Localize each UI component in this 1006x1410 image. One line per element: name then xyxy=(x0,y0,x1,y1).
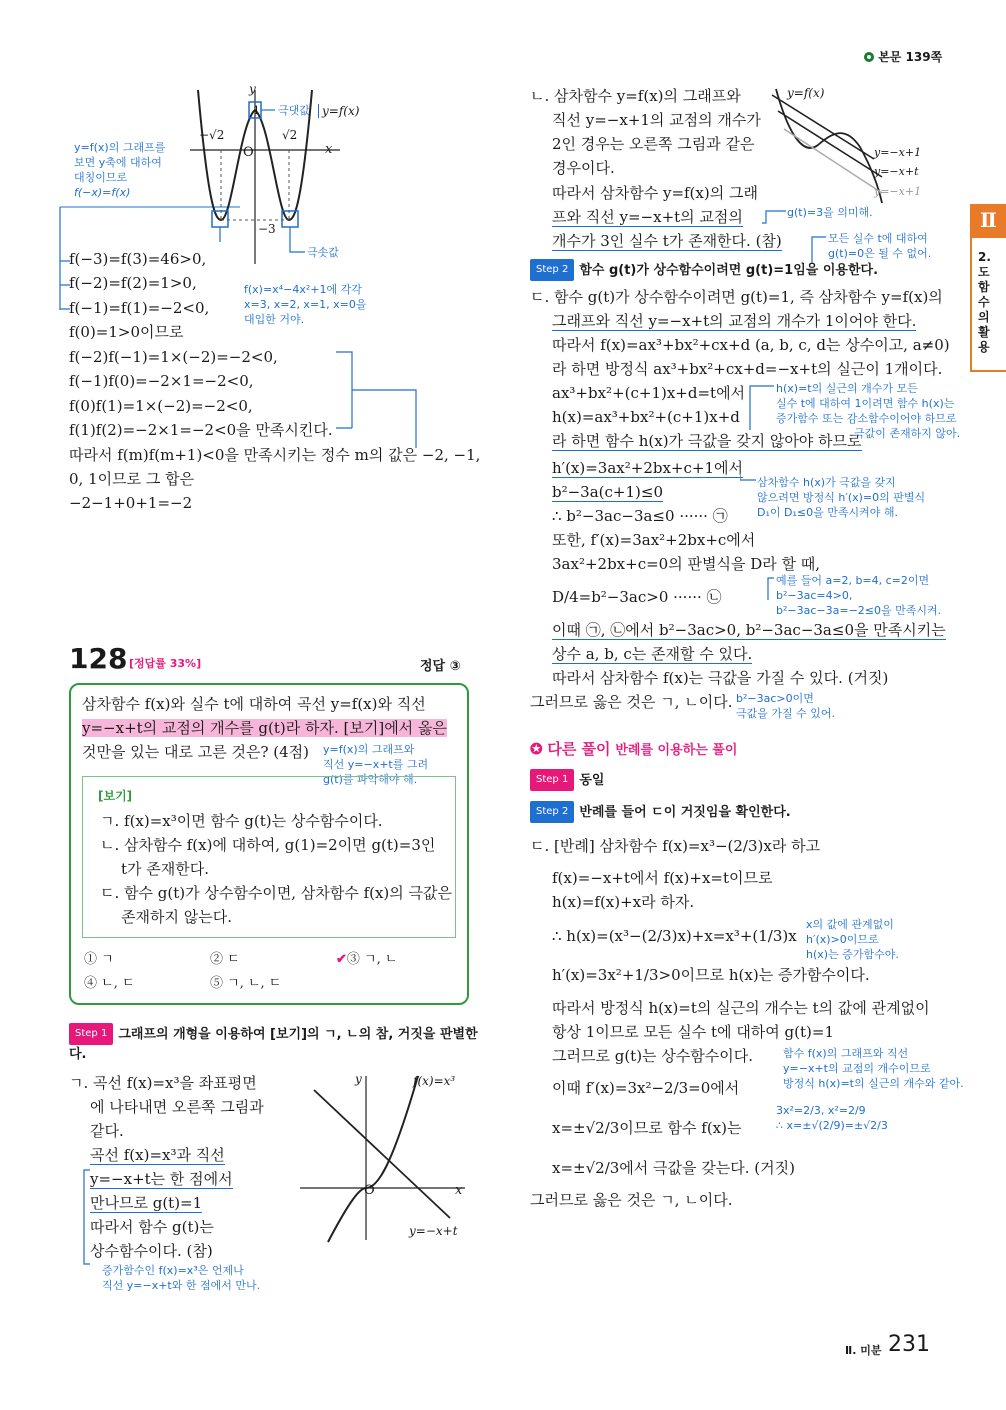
graph1-xlabel: x xyxy=(325,142,333,157)
choice-1[interactable]: ① ㄱ xyxy=(84,952,114,967)
choice-2[interactable]: ② ㄷ xyxy=(210,952,240,967)
left-line-8: f(1)f(2)=−2×1=−2<0을 만족시킨다. xyxy=(69,421,333,439)
cubic-graph xyxy=(300,1070,470,1245)
alt-8: 그러므로 g(t)는 상수함수이다. xyxy=(552,1047,754,1065)
alt-title: ✪ 다른 풀이 반례를 이용하는 풀이 xyxy=(530,740,738,758)
giyeok-bracket xyxy=(78,1168,92,1268)
nieun-l1: y=−x+1 xyxy=(874,146,922,159)
giyeok-note: 증가함수인 f(x)=x³은 언제나 직선 y=−x+t와 한 점에서 만나. xyxy=(102,1264,261,1292)
problem-text-1: 삼차함수 f(x)와 실수 t에 대하여 곡선 y=f(x)와 직선 xyxy=(82,695,426,713)
alt-4: ∴ h(x)=(x³−(2/3)x)+x=x³+(1/3)x xyxy=(552,927,797,945)
nieun-5: 따라서 삼차함수 y=f(x)의 그래 xyxy=(552,184,758,202)
digeut-5: ax³+bx²+(c+1)x+d=t에서 xyxy=(552,384,746,402)
graph1-xneg: −√2 xyxy=(199,128,225,142)
max-note: 극댓값 xyxy=(278,104,310,117)
cubic-curve xyxy=(776,89,882,203)
graph1-xpos: √2 xyxy=(282,128,298,142)
alt-step1: Step 1 동일 xyxy=(530,769,604,791)
note-g3: g(t)=3을 의미해. xyxy=(787,206,873,219)
cubic-ylabel: y xyxy=(355,1072,362,1086)
digeut-14: 이때 ㉠, ㉡에서 b²−3ac>0, b²−3ac−3a≤0을 만족시키는 xyxy=(552,621,946,639)
left-line-6: f(−1)f(0)=−2×1=−2<0, xyxy=(69,372,254,390)
digeut-8: h′(x)=3ax²+2bx+c+1에서 xyxy=(552,459,743,477)
note-alt1: x의 값에 관계없이 h′(x)>0이므로 h(x)는 증가함수야. xyxy=(806,918,899,961)
digeut-17: 그러므로 옳은 것은 ㄱ, ㄴ이다. xyxy=(530,693,733,711)
note-alt3: 3x²=2/3, x²=2/9 ∴ x=±√(2/9)=±√2/3 xyxy=(776,1104,888,1132)
note-all-t: 모든 실수 t에 대하여 g(t)=0은 될 수 없어. xyxy=(828,232,932,260)
giyeok-5: y=−x+t는 한 점에서 xyxy=(90,1170,233,1188)
giyeok-3: 같다. xyxy=(90,1122,124,1140)
digeut-15: 상수 a, b, c는 존재할 수 있다. xyxy=(552,645,753,663)
line-t xyxy=(778,111,882,177)
nieun-1: ㄴ. 삼차함수 y=f(x)의 그래프와 xyxy=(530,87,741,105)
left-line-11: −2−1+0+1=−2 xyxy=(69,494,193,512)
left-line-7: f(0)f(1)=1×(−2)=−2<0, xyxy=(69,397,253,415)
giyeok-2: 에 나타내면 오른쪽 그림과 xyxy=(90,1098,264,1116)
graph1-origin: O xyxy=(243,145,254,160)
alt-11: x=±√2/3에서 극값을 갖는다. (거짓) xyxy=(552,1159,795,1177)
check-icon: ✔ xyxy=(336,952,347,967)
graph1-bottom: −3 xyxy=(258,222,276,236)
nieun-4: 경우이다. xyxy=(552,159,615,177)
left-line-2: f(−2)=f(2)=1>0, xyxy=(69,274,197,292)
digeut-13: D/4=b²−3ac>0 ······ ㉡ xyxy=(552,588,722,606)
footer-section: Ⅱ. 미분 xyxy=(845,1344,882,1357)
digeut-4: 라 하면 방정식 ax³+bx²+cx+d=−x+t의 실근이 1개이다. xyxy=(552,360,943,378)
nieun-3: 2인 경우는 오른쪽 그림과 같은 xyxy=(552,135,755,153)
note-alt2: 함수 f(x)의 그래프와 직선 y=−x+t의 교점의 개수이므로 방정식 h(x)=t의 실근의 개수와 같아. xyxy=(783,1047,964,1090)
nieun-l3: y=−x+1 xyxy=(874,185,922,198)
giyeok-7: 따라서 함수 g(t)는 xyxy=(90,1218,214,1236)
sym-note: y=f(x)의 그래프를 보면 y축에 대하여 대칭이므로 f(−x)=f(x) xyxy=(74,141,166,199)
bogi-1: ㄱ. f(x)=x³이면 함수 g(t)는 상수함수이다. xyxy=(100,812,383,830)
problem-text-3: 것만을 있는 대로 고른 것은? (4점) xyxy=(82,743,310,761)
line-neg xyxy=(314,1090,450,1218)
giyeok-8: 상수함수이다. (참) xyxy=(90,1242,213,1260)
nieun-2: 직선 y=−x+1의 교점의 개수가 xyxy=(552,111,761,129)
alt-2: f(x)=−x+t에서 f(x)+x=t이므로 xyxy=(552,869,773,887)
page-ref: 본문 139쪽 xyxy=(864,48,942,65)
digeut-6: h(x)=ax³+bx²+(c+1)x+d xyxy=(552,408,740,426)
sub-note: f(x)=x⁴−4x²+1에 각각 x=3, x=2, x=1, x=0을 대입한 거야. xyxy=(244,283,367,326)
alt-3: h(x)=f(x)+x라 하자. xyxy=(552,893,695,911)
note-disc: 삼차함수 h(x)가 극값을 갖지 않으려면 방정식 h′(x)=0의 판별식 D₁이 D₁≤0을 만족시켜야 해. xyxy=(757,476,926,519)
problem-text-2: y=−x+t의 교점의 개수를 g(t)라 하자. [보기]에서 옳은 xyxy=(82,719,447,737)
bogi-5: 존재하지 않는다. xyxy=(121,908,232,926)
step1-left-2: 다. xyxy=(69,1047,87,1062)
giyeok-1: ㄱ. 곡선 f(x)=x³을 좌표평면 xyxy=(69,1074,257,1092)
chapter-roman: Ⅱ xyxy=(980,208,997,232)
digeut-1: ㄷ. 함수 g(t)가 상수함수이려면 g(t)=1, 즉 삼차함수 y=f(x)의 xyxy=(530,288,943,306)
bogi-4: ㄷ. 함수 g(t)가 상수함수이면, 삼차함수 f(x)의 극값은 xyxy=(100,884,453,902)
nieun-6: 프와 직선 y=−x+t의 교점의 xyxy=(552,208,743,226)
choice-4[interactable]: ④ ㄴ, ㄷ xyxy=(84,976,135,991)
note-ext: b²−3ac>0이면 극값을 가질 수 있어. xyxy=(736,692,835,720)
cubic-origin: O xyxy=(364,1183,375,1198)
cubic-line: y=−x+t xyxy=(409,1224,458,1238)
ref-icon xyxy=(864,52,874,62)
giyeok-4: 곡선 f(x)=x³과 직선 xyxy=(90,1146,225,1164)
digeut-10: ∴ b²−3ac−3a≤0 ······ ㉠ xyxy=(552,507,728,525)
problem-number: 128 xyxy=(69,642,128,675)
graph1-top: 1 xyxy=(253,104,260,117)
bogi-3: t가 존재한다. xyxy=(121,860,210,878)
choice-5[interactable]: ⑤ ㄱ, ㄴ, ㄷ xyxy=(210,976,282,991)
digeut-7: 라 하면 함수 h(x)가 극값을 갖지 않아야 하므로 xyxy=(552,432,862,450)
graph1-ylabel: y xyxy=(249,82,256,96)
bogi-2: ㄴ. 삼차함수 f(x)에 대하여, g(1)=2이면 g(t)=3인 xyxy=(100,836,436,854)
choice-3[interactable]: ✔③ ㄱ, ㄴ xyxy=(336,952,398,967)
left-line-5: f(−2)f(−1)=1×(−2)=−2<0, xyxy=(69,348,278,366)
note-ex: 예를 들어 a=2, b=4, c=2이면 b²−3ac=4>0, b²−3ac−3a=−2≤0을 만족시켜. xyxy=(776,574,942,617)
left-line-1: f(−3)=f(3)=46>0, xyxy=(69,250,207,268)
problem-answer: 정답 ③ xyxy=(420,659,461,674)
alt-6: 따라서 방정식 h(x)=t의 실근의 개수는 t의 값에 관계없이 xyxy=(552,999,930,1017)
alt-1: ㄷ. [반례] 삼차함수 f(x)=x³−(2/3)x라 하고 xyxy=(530,837,821,855)
nieun-arrows xyxy=(760,205,840,265)
problem-note: y=f(x)의 그래프와 직선 y=−x+t를 그려 g(t)를 파악해야 해. xyxy=(323,743,429,786)
digeut-16: 따라서 삼차함수 f(x)는 극값을 가질 수 있다. (거짓) xyxy=(552,669,889,687)
left-line-4: f(0)=1>0이므로 xyxy=(69,323,184,341)
problem-rate: [정답률 33%] xyxy=(129,657,202,670)
left-line-3: f(−1)=f(1)=−2<0, xyxy=(69,299,210,317)
alt-step2: Step 2 반례를 들어 ㄷ이 거짓임을 확인한다. xyxy=(530,801,791,823)
min-note: 극솟값 xyxy=(307,246,339,259)
digeut-11: 또한, f′(x)=3ax²+2bx+c에서 xyxy=(552,531,756,549)
left-line-10: 0, 1이므로 그 합은 xyxy=(69,470,195,488)
nieun-l2: y=−x+t xyxy=(874,165,919,178)
nieun-fname: y=f(x) xyxy=(787,86,825,100)
graph1-fname: y=f(x) xyxy=(318,104,359,118)
step1-left: Step 1 그래프의 개형을 이용하여 [보기]의 ㄱ, ㄴ의 참, 거짓을 판별한 xyxy=(69,1023,478,1045)
digeut-9: b²−3a(c+1)≤0 xyxy=(552,483,663,501)
digeut-2: 그래프와 직선 y=−x+t의 교점의 개수가 1이어야 한다. xyxy=(552,312,917,330)
cubic-fname: f(x)=x³ xyxy=(413,1074,456,1088)
note-h: h(x)=t의 실근의 개수가 모든 실수 t에 대하여 1이려면 함수 h(x)는 증가함수 또는 감소함수이어야 하므로 극값이 존재하지 않아. xyxy=(776,382,961,440)
cubic-xlabel: x xyxy=(455,1183,463,1198)
line-1 xyxy=(772,95,874,159)
digeut-12: 3ax²+2bx+c=0의 판별식을 D라 할 때, xyxy=(552,555,821,573)
page-number: 231 xyxy=(888,1332,930,1357)
alt-12: 그러므로 옳은 것은 ㄱ, ㄴ이다. xyxy=(530,1191,733,1209)
cubic-curve xyxy=(328,1076,418,1242)
chapter-title: 2. 도함수의 활용 xyxy=(978,250,991,354)
digeut-3: 따라서 f(x)=ax³+bx²+cx+d (a, b, c, d는 상수이고, a≠0) xyxy=(552,336,950,354)
step2: Step 2 함수 g(t)가 상수함수이려면 g(t)=1임을 이용한다. xyxy=(530,259,878,281)
alt-5: h′(x)=3x²+1/3>0이므로 h(x)는 증가함수이다. xyxy=(552,966,870,984)
right-arrows xyxy=(740,380,780,710)
alt-9: 이때 f′(x)=3x²−2/3=0에서 xyxy=(552,1079,740,1097)
alt-7: 항상 1이므로 모든 실수 t에 대하여 g(t)=1 xyxy=(552,1023,834,1041)
left-line-9: 따라서 f(m)f(m+1)<0을 만족시키는 정수 m의 값은 −2, −1, xyxy=(69,446,481,464)
alt-10: x=±√2/3이므로 함수 f(x)는 xyxy=(552,1119,742,1137)
bogi-title: [보기] xyxy=(98,789,133,803)
min-arrow xyxy=(290,227,305,252)
giyeok-6: 만나므로 g(t)=1 xyxy=(90,1194,203,1212)
nieun-7: 개수가 3인 실수 t가 존재한다. (참) xyxy=(552,232,782,250)
alt-icon: ✪ xyxy=(530,740,543,758)
